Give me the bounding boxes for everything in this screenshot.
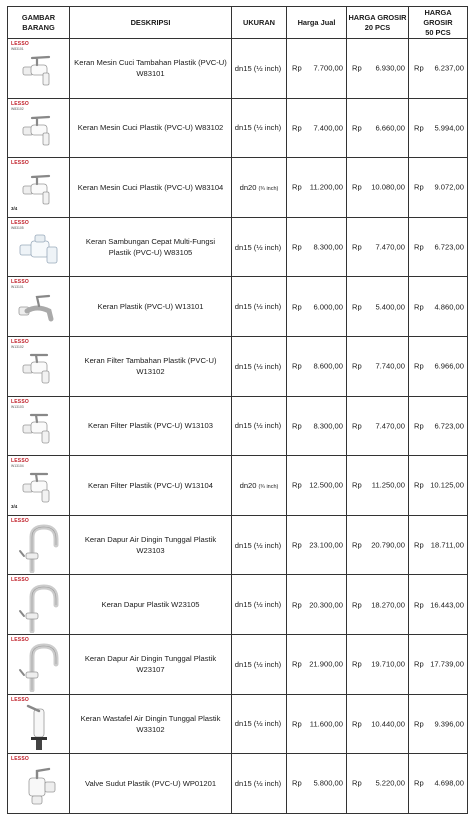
brand-logo: LESSO xyxy=(11,696,29,703)
currency-label: Rp xyxy=(292,182,302,192)
header-grosir-50-line2: 50 PCS xyxy=(425,27,451,37)
grosir-50-value: 6.723,00 xyxy=(434,421,464,431)
harga-jual-value: 8.300,00 xyxy=(313,421,343,431)
table-row xyxy=(8,456,468,516)
grosir-50-cell xyxy=(409,158,468,218)
product-image-cell xyxy=(8,515,70,575)
size-inch-small: (¾ inch) xyxy=(258,483,279,490)
currency-label: Rp xyxy=(292,659,302,669)
harga-jual-cell xyxy=(287,456,347,516)
harga-jual-value: 21.900,00 xyxy=(309,659,343,669)
harga-jual-cell xyxy=(287,754,347,814)
grosir-50-value: 18.711,00 xyxy=(430,540,464,550)
currency-label: Rp xyxy=(352,63,362,73)
grosir-20-cell xyxy=(347,98,409,158)
header-grosir-50-line1: HARGA GROSIR xyxy=(423,7,453,27)
size-value: dn15 (½ inch) xyxy=(234,719,282,729)
currency-label: Rp xyxy=(414,719,424,729)
model-code-label: W83102 xyxy=(11,106,24,111)
harga-jual-value: 20.300,00 xyxy=(309,600,343,610)
harga-jual-cell xyxy=(287,277,347,337)
currency-label: Rp xyxy=(292,63,302,73)
price-table xyxy=(7,6,468,814)
currency-label: Rp xyxy=(414,778,424,788)
wall-tap-icon xyxy=(8,293,69,327)
grosir-20-value: 6.660,00 xyxy=(375,123,405,133)
table-row xyxy=(8,158,468,218)
grosir-20-cell xyxy=(347,39,409,99)
product-image-cell xyxy=(8,634,70,694)
size-value: dn15 (½ inch) xyxy=(234,361,282,371)
harga-jual-cell xyxy=(287,694,347,754)
grosir-50-value: 17.739,00 xyxy=(430,659,464,669)
model-code-label: W83101 xyxy=(11,47,24,51)
currency-label: Rp xyxy=(292,778,302,788)
grosir-20-cell xyxy=(347,515,409,575)
product-description: Keran Wastafel Air Dingin Tunggal Plastik W33102 xyxy=(70,694,232,754)
table-body xyxy=(8,39,468,814)
size-value: dn15 (½ inch) xyxy=(234,540,282,550)
harga-jual-cell xyxy=(287,634,347,694)
size-value: dn15 (½ inch) xyxy=(234,659,282,669)
header-grosir-20 xyxy=(347,7,409,39)
table-row xyxy=(8,634,468,694)
product-description: Keran Sambungan Cepat Multi-Fungsi Plastik (PVC-U) W83105 xyxy=(70,217,232,277)
grosir-50-value: 16.443,00 xyxy=(430,600,464,610)
product-image-cell xyxy=(8,456,70,516)
size-fraction-label: 3/4 xyxy=(11,503,18,509)
currency-label: Rp xyxy=(414,302,424,312)
header-harga-jual: Harga Jual xyxy=(287,7,347,39)
product-size xyxy=(232,217,287,277)
brand-logo: LESSO xyxy=(11,636,29,643)
product-size xyxy=(232,277,287,337)
grosir-50-value: 9.072,00 xyxy=(434,182,464,192)
table-row xyxy=(8,39,468,99)
product-description: Keran Mesin Cuci Plastik (PVC-U) W83102 xyxy=(70,98,232,158)
grosir-50-cell xyxy=(409,277,468,337)
brand-logo: LESSO xyxy=(11,756,29,763)
grosir-20-cell xyxy=(347,158,409,218)
brand-logo: LESSO xyxy=(11,279,29,286)
brand-logo: LESSO xyxy=(11,100,29,107)
product-description: Keran Filter Plastik (PVC-U) W13104 xyxy=(70,456,232,516)
size-value: dn15 (½ inch) xyxy=(234,123,282,133)
size-value: dn15 (½ inch) xyxy=(234,778,282,788)
grosir-20-value: 5.400,00 xyxy=(375,302,405,312)
grosir-50-cell xyxy=(409,396,468,456)
currency-label: Rp xyxy=(414,123,424,133)
grosir-50-value: 6.966,00 xyxy=(434,361,464,371)
product-size xyxy=(232,39,287,99)
grosir-20-value: 7.470,00 xyxy=(375,421,405,431)
harga-jual-value: 7.400,00 xyxy=(313,123,343,133)
currency-label: Rp xyxy=(352,182,362,192)
currency-label: Rp xyxy=(352,600,362,610)
product-image-cell xyxy=(8,98,70,158)
grosir-20-cell xyxy=(347,754,409,814)
currency-label: Rp xyxy=(292,540,302,550)
table-row xyxy=(8,575,468,635)
product-description: Keran Mesin Cuci Tambahan Plastik (PVC-U) W83101 xyxy=(70,39,232,99)
product-image-cell xyxy=(8,217,70,277)
currency-label: Rp xyxy=(414,421,424,431)
grosir-50-value: 6.723,00 xyxy=(434,242,464,252)
header-grosir-20-line1: HARGA GROSIR xyxy=(348,12,407,22)
currency-label: Rp xyxy=(414,540,424,550)
size-value: dn20 xyxy=(239,182,257,192)
grosir-20-cell xyxy=(347,694,409,754)
currency-label: Rp xyxy=(414,480,424,490)
grosir-20-cell xyxy=(347,277,409,337)
angle-valve-icon xyxy=(8,766,69,806)
size-value: dn20 xyxy=(239,480,257,490)
size-value: dn15 (½ inch) xyxy=(234,242,282,252)
size-value: dn15 (½ inch) xyxy=(234,302,282,312)
size-fraction-label: 3/4 xyxy=(11,205,18,211)
multi-function-tap-icon xyxy=(8,233,69,267)
grosir-50-value: 9.396,00 xyxy=(434,719,464,729)
currency-label: Rp xyxy=(414,182,424,192)
table-row xyxy=(8,277,468,337)
kitchen-faucet-icon xyxy=(8,583,69,633)
kitchen-faucet-icon xyxy=(8,523,69,573)
header-deskripsi: DESKRIPSI xyxy=(70,7,232,39)
harga-jual-value: 23.100,00 xyxy=(309,540,343,550)
basin-tap-icon xyxy=(8,703,69,751)
grosir-50-cell xyxy=(409,217,468,277)
table-row xyxy=(8,98,468,158)
kitchen-faucet-icon xyxy=(8,642,69,692)
currency-label: Rp xyxy=(352,361,362,371)
currency-label: Rp xyxy=(414,361,424,371)
currency-label: Rp xyxy=(414,242,424,252)
header-ukuran: UKURAN xyxy=(232,7,287,39)
currency-label: Rp xyxy=(352,540,362,550)
currency-label: Rp xyxy=(414,63,424,73)
product-image-cell xyxy=(8,396,70,456)
model-code-label: W83105 xyxy=(11,225,24,230)
harga-jual-cell xyxy=(287,515,347,575)
currency-label: Rp xyxy=(292,600,302,610)
product-size xyxy=(232,634,287,694)
product-description: Keran Filter Plastik (PVC-U) W13103 xyxy=(70,396,232,456)
product-size xyxy=(232,336,287,396)
grosir-20-value: 10.440,00 xyxy=(371,719,405,729)
currency-label: Rp xyxy=(352,302,362,312)
harga-jual-value: 12.500,00 xyxy=(309,480,343,490)
harga-jual-cell xyxy=(287,575,347,635)
table-row xyxy=(8,694,468,754)
brand-logo: LESSO xyxy=(11,577,29,584)
model-code-label: W13101 xyxy=(11,285,24,290)
grosir-20-value: 18.270,00 xyxy=(371,600,405,610)
grosir-20-cell xyxy=(347,634,409,694)
currency-label: Rp xyxy=(292,123,302,133)
grosir-20-value: 7.470,00 xyxy=(375,242,405,252)
table-row xyxy=(8,396,468,456)
harga-jual-value: 11.600,00 xyxy=(309,719,343,729)
product-image-cell xyxy=(8,336,70,396)
grosir-50-cell xyxy=(409,336,468,396)
harga-jual-cell xyxy=(287,217,347,277)
grosir-20-value: 7.740,00 xyxy=(375,361,405,371)
grosir-20-cell xyxy=(347,456,409,516)
harga-jual-value: 6.000,00 xyxy=(313,302,343,312)
currency-label: Rp xyxy=(352,719,362,729)
grosir-50-cell xyxy=(409,456,468,516)
harga-jual-cell xyxy=(287,336,347,396)
product-size xyxy=(232,754,287,814)
model-code-label: W13103 xyxy=(11,404,24,409)
harga-jual-value: 5.800,00 xyxy=(313,778,343,788)
harga-jual-value: 8.300,00 xyxy=(313,242,343,252)
product-description: Keran Plastik (PVC-U) W13101 xyxy=(70,277,232,337)
grosir-50-value: 10.125,00 xyxy=(430,480,464,490)
size-value: dn15 (½ inch) xyxy=(234,600,282,610)
header-grosir-20-line2: 20 PCS xyxy=(364,22,391,32)
currency-label: Rp xyxy=(352,480,362,490)
grosir-20-cell xyxy=(347,217,409,277)
grosir-50-cell xyxy=(409,575,468,635)
grosir-50-cell xyxy=(409,98,468,158)
price-list-sheet xyxy=(7,6,467,814)
currency-label: Rp xyxy=(292,361,302,371)
brand-logo: LESSO xyxy=(11,517,29,524)
currency-label: Rp xyxy=(352,242,362,252)
grosir-20-value: 5.220,00 xyxy=(375,778,405,788)
currency-label: Rp xyxy=(352,778,362,788)
currency-label: Rp xyxy=(414,600,424,610)
product-description: Keran Dapur Air Dingin Tunggal Plastik W23107 xyxy=(70,634,232,694)
brand-logo: LESSO xyxy=(11,458,29,465)
product-description: Keran Dapur Air Dingin Tunggal Plastik W23103 xyxy=(70,515,232,575)
grosir-50-cell xyxy=(409,515,468,575)
product-size xyxy=(232,98,287,158)
harga-jual-cell xyxy=(287,39,347,99)
brand-logo: LESSO xyxy=(11,219,29,226)
product-size xyxy=(232,694,287,754)
currency-label: Rp xyxy=(292,242,302,252)
table-header xyxy=(8,7,468,39)
product-description: Keran Filter Tambahan Plastik (PVC-U) W13102 xyxy=(70,336,232,396)
brand-logo: LESSO xyxy=(11,338,29,345)
product-image-cell xyxy=(8,158,70,218)
brand-logo: LESSO xyxy=(11,398,29,405)
harga-jual-value: 8.600,00 xyxy=(313,361,343,371)
filter-tap-icon xyxy=(8,470,69,506)
size-value: dn15 (½ inch) xyxy=(234,63,282,73)
header-gambar: GAMBAR BARANG xyxy=(8,7,70,39)
size-inch-small: (¾ inch) xyxy=(258,185,279,192)
grosir-50-cell xyxy=(409,39,468,99)
product-image-cell xyxy=(8,575,70,635)
grosir-50-value: 5.994,00 xyxy=(434,123,464,133)
product-description: Valve Sudut Plastik (PVC-U) WP01201 xyxy=(70,754,232,814)
harga-jual-cell xyxy=(287,396,347,456)
product-description: Keran Dapur Plastik W23105 xyxy=(70,575,232,635)
grosir-50-value: 4.698,00 xyxy=(434,778,464,788)
product-description: Keran Mesin Cuci Plastik (PVC-U) W83104 xyxy=(70,158,232,218)
table-row xyxy=(8,217,468,277)
currency-label: Rp xyxy=(352,659,362,669)
washing-machine-tap-icon xyxy=(8,113,69,149)
harga-jual-cell xyxy=(287,158,347,218)
filter-tap-icon xyxy=(8,411,69,447)
harga-jual-value: 7.700,00 xyxy=(313,63,343,73)
grosir-50-value: 6.237,00 xyxy=(434,63,464,73)
brand-logo: LESSO xyxy=(11,160,29,167)
product-image-cell xyxy=(8,694,70,754)
product-size xyxy=(232,515,287,575)
washing-machine-tap-icon xyxy=(8,172,69,208)
product-image-cell xyxy=(8,754,70,814)
grosir-20-value: 11.250,00 xyxy=(371,480,405,490)
model-code-label: W13104 xyxy=(11,464,24,469)
grosir-20-cell xyxy=(347,396,409,456)
header-grosir-50 xyxy=(409,7,468,39)
currency-label: Rp xyxy=(414,659,424,669)
grosir-50-cell xyxy=(409,754,468,814)
brand-logo: LESSO xyxy=(11,41,29,47)
currency-label: Rp xyxy=(292,421,302,431)
grosir-20-cell xyxy=(347,575,409,635)
currency-label: Rp xyxy=(292,480,302,490)
product-size xyxy=(232,396,287,456)
grosir-20-value: 20.790,00 xyxy=(371,540,405,550)
grosir-50-cell xyxy=(409,634,468,694)
grosir-20-cell xyxy=(347,336,409,396)
grosir-50-value: 4.860,00 xyxy=(434,302,464,312)
product-size xyxy=(232,456,287,516)
harga-jual-cell xyxy=(287,98,347,158)
table-row xyxy=(8,336,468,396)
currency-label: Rp xyxy=(292,302,302,312)
currency-label: Rp xyxy=(352,123,362,133)
grosir-20-value: 19.710,00 xyxy=(371,659,405,669)
size-value: dn15 (½ inch) xyxy=(234,421,282,431)
product-size xyxy=(232,575,287,635)
grosir-20-value: 10.080,00 xyxy=(371,182,405,192)
grosir-50-cell xyxy=(409,694,468,754)
product-image-cell xyxy=(8,39,70,99)
table-row xyxy=(8,754,468,814)
product-image-cell xyxy=(8,277,70,337)
grosir-20-value: 6.930,00 xyxy=(375,63,405,73)
model-code-label: W13102 xyxy=(11,344,24,349)
washing-machine-tap-icon xyxy=(8,53,69,89)
filter-tap-icon xyxy=(8,351,69,387)
currency-label: Rp xyxy=(292,719,302,729)
product-size xyxy=(232,158,287,218)
harga-jual-value: 11.200,00 xyxy=(309,182,343,192)
table-row xyxy=(8,515,468,575)
currency-label: Rp xyxy=(352,421,362,431)
